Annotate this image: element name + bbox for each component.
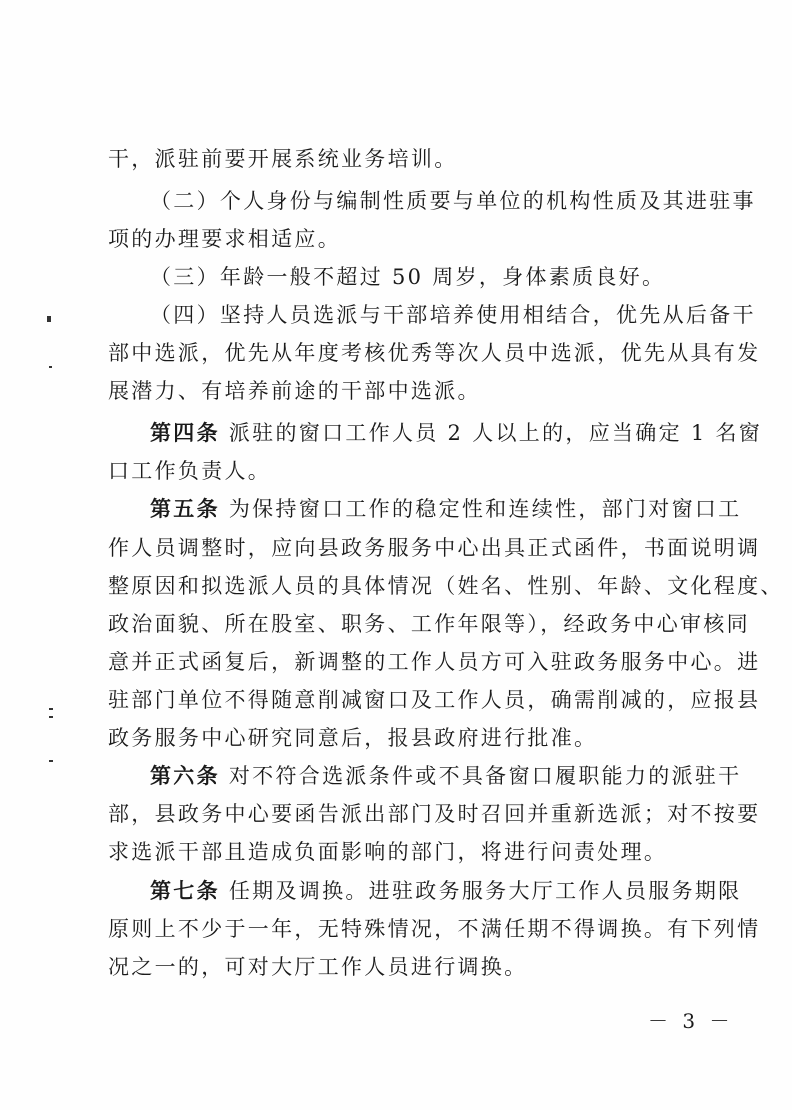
- scan-mark: [49, 708, 53, 710]
- article-label: 第六条: [150, 764, 220, 788]
- article-7-line: 第七条 任期及调换。进驻政务服务大厅工作人员服务期限: [150, 879, 742, 903]
- text-line: 部，县政务中心要函告派出部门及时召回并重新选派；对不按要: [108, 802, 761, 826]
- article-label: 第四条: [150, 421, 220, 445]
- article-label: 第五条: [150, 497, 220, 521]
- text-line: 政治面貌、所在股室、职务、工作年限等），经政务中心审核同: [108, 612, 750, 636]
- text-line: 口工作负责人。: [108, 459, 272, 483]
- text-line: 意并正式函复后，新调整的工作人员方可入驻政务服务中心。进: [108, 650, 761, 674]
- text-line: 整原因和拟选派人员的具体情况（姓名、性别、年龄、文化程度、: [108, 574, 784, 598]
- article-4-line: 第四条 派驻的窗口工作人员 2 人以上的，应当确定 1 名窗: [150, 421, 763, 445]
- text-line: 况之一的，可对大厅工作人员进行调换。: [108, 955, 528, 979]
- scan-mark: [47, 316, 51, 322]
- article-label: 第七条: [150, 879, 220, 903]
- text-line: 原则上不少于一年，无特殊情况，不满任期不得调换。有下列情: [108, 917, 761, 941]
- text-line: 驻部门单位不得随意削减窗口及工作人员，确需削减的，应报县: [108, 688, 761, 712]
- text-line: （三）年龄一般不超过 50 周岁，身体素质良好。: [150, 265, 666, 289]
- text-line: 求选派干部且造成负面影响的部门，将进行问责处理。: [108, 840, 668, 864]
- text-line: 作人员调整时，应向县政务服务中心出具正式函件，书面说明调: [108, 536, 761, 560]
- article-5-line: 第五条 为保持窗口工作的稳定性和连续性，部门对窗口工: [150, 497, 742, 521]
- text-line: 干，派驻前要开展系统业务培训。: [108, 147, 458, 171]
- scan-mark: [49, 760, 53, 762]
- text-line: （二）个人身份与编制性质要与单位的机构性质及其进驻事: [150, 189, 756, 213]
- scan-mark: [49, 366, 52, 368]
- scan-mark: [49, 716, 53, 718]
- text-line: 政务服务中心研究同意后，报县政府进行批准。: [108, 726, 598, 750]
- article-6-line: 第六条 对不符合选派条件或不具备窗口履职能力的派驻干: [150, 764, 742, 788]
- page-number: － 3 －: [648, 1009, 734, 1033]
- text-line: 项的办理要求相适应。: [108, 227, 341, 251]
- text-line: （四）坚持人员选派与干部培养使用相结合，优先从后备干: [150, 303, 756, 327]
- text-line: 部中选派，优先从年度考核优秀等次人员中选派，优先从具有发: [108, 341, 761, 365]
- text-line: 展潜力、有培养前途的干部中选派。: [108, 379, 481, 403]
